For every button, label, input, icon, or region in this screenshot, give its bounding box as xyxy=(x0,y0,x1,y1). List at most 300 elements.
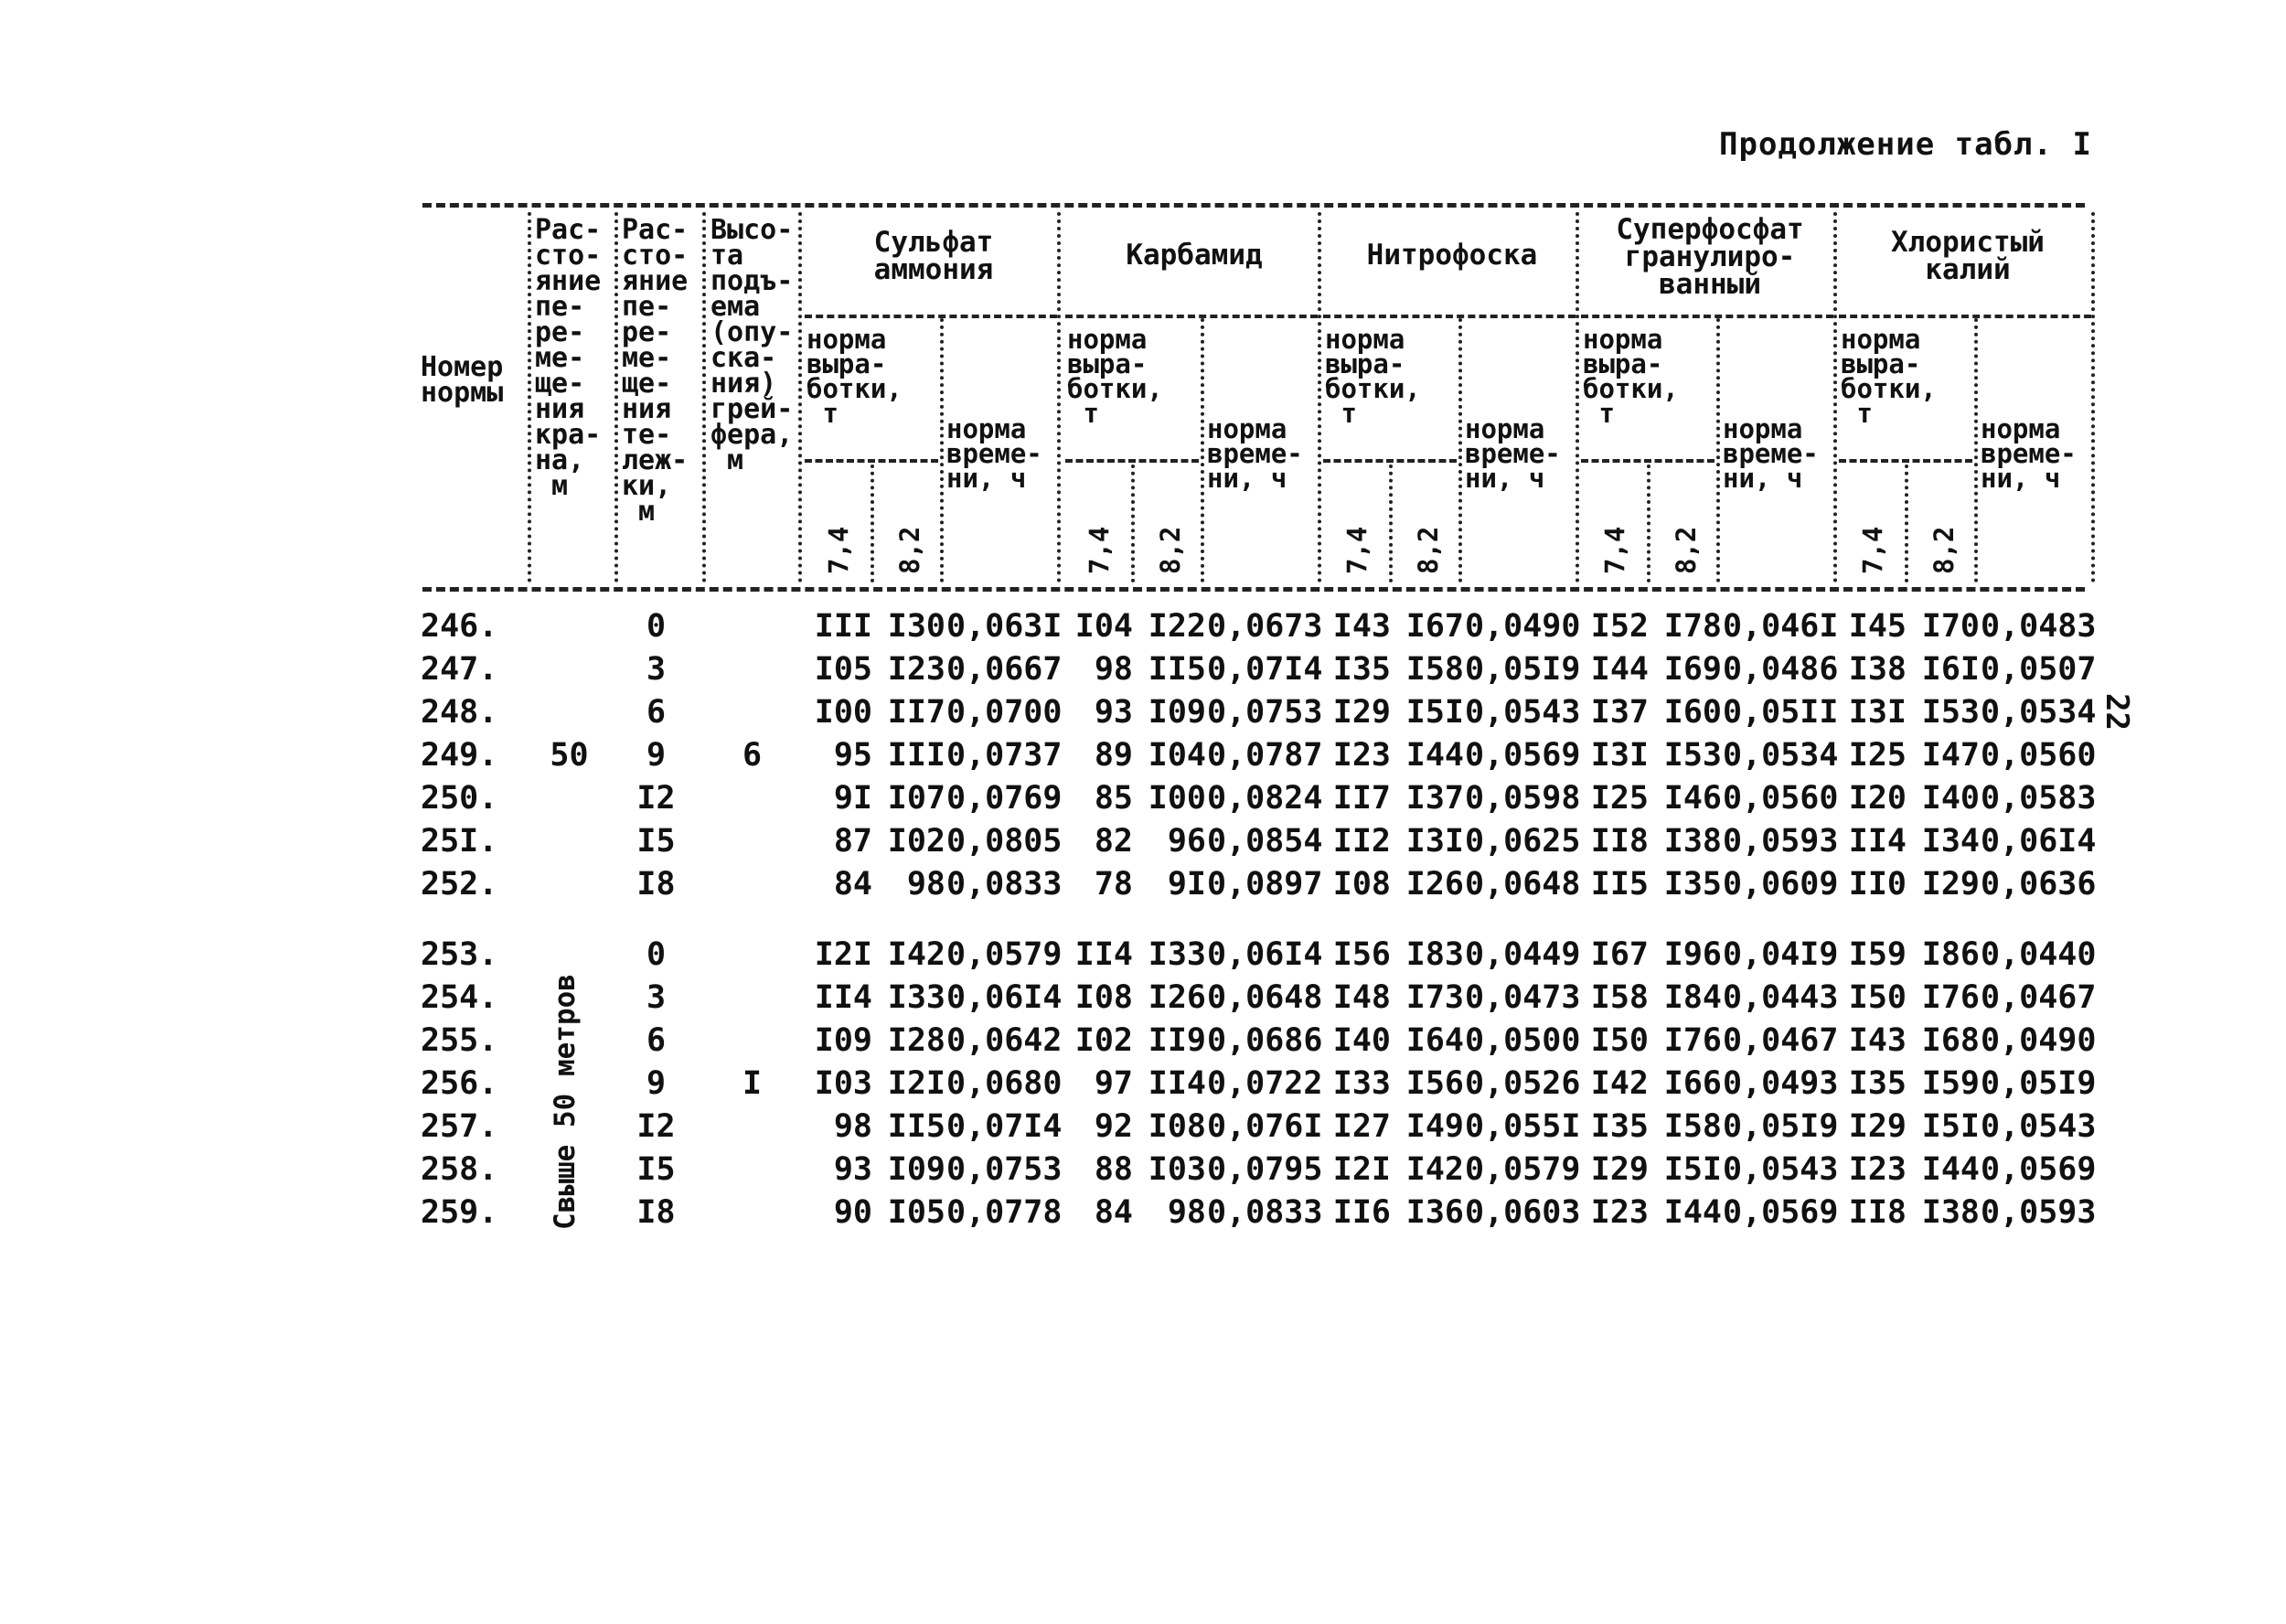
output-norm-value: I46 xyxy=(1663,780,1722,817)
time-norm-value: 0,046I xyxy=(1723,608,1839,645)
time-norm-value: 0,0543 xyxy=(1723,1151,1839,1188)
output-norm-value: II4 xyxy=(1074,936,1133,973)
output-norm-value: I45 xyxy=(1848,608,1907,645)
output-norm-value: I03 xyxy=(1148,1151,1206,1188)
time-norm-value: 0,0593 xyxy=(1981,1194,2097,1231)
separator-line xyxy=(940,318,944,582)
header-bottom-rule xyxy=(422,587,2085,592)
time-norm-value: 0,0440 xyxy=(1981,936,2097,973)
output-norm-value: I02 xyxy=(887,823,945,860)
output-norm-value: II6 xyxy=(1332,1194,1391,1231)
trolley-distance-value: 6 xyxy=(646,1022,667,1059)
trolley-distance-value: I8 xyxy=(636,866,676,903)
separator-line xyxy=(1065,315,1318,318)
group-title: Карбамид xyxy=(1126,239,1263,272)
separator-line xyxy=(614,212,618,582)
output-norm-value: I48 xyxy=(1332,979,1391,1016)
separator-line xyxy=(1057,212,1061,582)
norm-number: 249. xyxy=(421,737,498,774)
time-norm-value: 0,05I9 xyxy=(1465,651,1581,688)
output-norm-value: I33 xyxy=(887,979,945,1016)
page-number: 22 xyxy=(2099,693,2135,731)
time-norm-value: 0,0579 xyxy=(1465,1151,1581,1188)
output-norm-value: I42 xyxy=(1405,1151,1464,1188)
output-norm-value: I09 xyxy=(1148,694,1206,731)
separator-line xyxy=(1647,465,1650,582)
output-norm-value: I00 xyxy=(1148,780,1206,817)
time-norm-value: 0,0486 xyxy=(1723,651,1839,688)
output-norm-value: I23 xyxy=(1590,1194,1649,1231)
table-top-rule xyxy=(422,203,2085,208)
time-norm-value: 0,0598 xyxy=(1465,780,1581,817)
output-norm-value: I25 xyxy=(1590,780,1649,817)
output-norm-value: I23 xyxy=(1332,737,1391,774)
output-norm-value: 98 xyxy=(1094,651,1133,688)
time-norm-value: 0,0667 xyxy=(946,651,1063,688)
header-grab-lift-height: Высо- та подъ- ема (опу- ска- ния) грей- фера, м xyxy=(710,214,794,476)
time-norm-value: 0,0569 xyxy=(1723,1194,1839,1231)
output-norm-value: I67 xyxy=(1405,608,1464,645)
output-norm-value: I28 xyxy=(887,1022,945,1059)
time-norm-value: 0,0737 xyxy=(946,737,1063,774)
time-norm-value: 0,0753 xyxy=(1207,694,1323,731)
output-norm-value: I60 xyxy=(1663,694,1722,731)
separator-line xyxy=(1576,212,1579,582)
norm-number: 253. xyxy=(421,936,498,973)
time-norm-value: 0,076I xyxy=(1207,1108,1323,1145)
sub-column-label: 7,4 xyxy=(823,526,854,574)
output-norm-value: 78 xyxy=(1094,866,1133,903)
separator-line xyxy=(1389,465,1393,582)
output-norm-value: I38 xyxy=(1663,823,1722,860)
output-norm-value: I56 xyxy=(1405,1065,1464,1102)
time-norm-value: 0,0443 xyxy=(1723,979,1839,1016)
time-norm-value: 0,0642 xyxy=(946,1022,1063,1059)
output-norm-value: I52 xyxy=(1590,608,1649,645)
output-norm-value: I3I xyxy=(1405,823,1464,860)
output-norm-value: 82 xyxy=(1094,823,1133,860)
group-title: Хлористый калий xyxy=(1891,226,2045,286)
output-norm-value: 98 xyxy=(1167,1194,1206,1231)
table-continuation-caption: Продолжение табл. I xyxy=(1719,126,2092,163)
time-norm-value: 0,0673 xyxy=(1207,608,1323,645)
norm-number: 258. xyxy=(421,1151,498,1188)
output-norm-value: I44 xyxy=(1663,1194,1722,1231)
time-norm-value: 0,063I xyxy=(946,608,1063,645)
time-norm-value: 0,0583 xyxy=(1981,780,2097,817)
time-norm-value: 0,0609 xyxy=(1723,866,1839,903)
output-norm-value: I37 xyxy=(1590,694,1649,731)
time-norm-value: 0,04I9 xyxy=(1723,936,1839,973)
time-norm-value: 0,0722 xyxy=(1207,1065,1323,1102)
time-norm-value: 0,0700 xyxy=(946,694,1063,731)
trolley-distance-value: 9 xyxy=(646,737,667,774)
output-norm-value: I44 xyxy=(1405,737,1464,774)
output-norm-value: I2I xyxy=(814,936,872,973)
output-norm-value: I58 xyxy=(1405,651,1464,688)
separator-line xyxy=(1716,318,1720,582)
separator-line xyxy=(1833,212,1837,582)
time-norm-value: 0,0490 xyxy=(1981,1022,2097,1059)
time-norm-value: 0,0579 xyxy=(946,936,1063,973)
output-norm-value: I05 xyxy=(814,651,872,688)
output-norm-value: I36 xyxy=(1405,1194,1464,1231)
sub-column-label: 7,4 xyxy=(1599,526,1630,574)
norm-number: 256. xyxy=(421,1065,498,1102)
output-norm-value: I67 xyxy=(1590,936,1649,973)
separator-line xyxy=(1905,465,1908,582)
separator-line xyxy=(2091,212,2095,582)
output-norm-value: I33 xyxy=(1148,936,1206,973)
crane-distance-value: 50 xyxy=(550,737,589,774)
separator-line xyxy=(1323,315,1576,318)
output-norm-value: 92 xyxy=(1094,1108,1133,1145)
output-norm-value: II2 xyxy=(1332,823,1391,860)
lift-height-value: I xyxy=(742,1065,763,1102)
output-norm-value: I50 xyxy=(1848,979,1907,1016)
group-title: Нитрофоска xyxy=(1366,239,1538,272)
time-norm-value: 0,0648 xyxy=(1207,979,1323,1016)
output-norm-value: I40 xyxy=(1332,1022,1391,1059)
output-norm-value: 93 xyxy=(1094,694,1133,731)
output-norm-value: II4 xyxy=(1848,823,1907,860)
trolley-distance-value: 0 xyxy=(646,608,667,645)
time-norm-value: 0,05I9 xyxy=(1981,1065,2097,1102)
time-norm-value: 0,0603 xyxy=(1465,1194,1581,1231)
output-norm-value: I04 xyxy=(1148,737,1206,774)
time-norm-value: 0,0805 xyxy=(946,823,1063,860)
output-norm-value: I47 xyxy=(1921,737,1980,774)
norm-number: 250. xyxy=(421,780,498,817)
output-norm-value: 95 xyxy=(833,737,872,774)
output-norm-value: I58 xyxy=(1590,979,1649,1016)
output-norm-value: I08 xyxy=(1148,1108,1206,1145)
time-norm-value: 0,0500 xyxy=(1465,1022,1581,1059)
norm-number: 25I. xyxy=(421,823,498,860)
output-norm-label: норма выра- ботки, т xyxy=(1067,324,1163,429)
output-norm-value: I5I xyxy=(1921,1108,1980,1145)
time-norm-value: 0,0593 xyxy=(1723,823,1839,860)
time-norm-value: 0,055I xyxy=(1465,1108,1581,1145)
sub-column-label: 7,4 xyxy=(1341,526,1373,574)
separator-line xyxy=(1581,315,1833,318)
output-norm-value: III xyxy=(814,608,872,645)
separator-line xyxy=(702,212,706,582)
norm-number: 247. xyxy=(421,651,498,688)
output-norm-value: I03 xyxy=(814,1065,872,1102)
output-norm-value: I83 xyxy=(1405,936,1464,973)
output-norm-value: II5 xyxy=(887,1108,945,1145)
time-norm-value: 0,07I4 xyxy=(1207,651,1323,688)
output-norm-value: I20 xyxy=(1848,780,1907,817)
time-norm-value: 0,0795 xyxy=(1207,1151,1323,1188)
time-norm-value: 0,0526 xyxy=(1465,1065,1581,1102)
separator-line xyxy=(871,465,874,582)
output-norm-value: 89 xyxy=(1094,737,1133,774)
time-norm-value: 0,0467 xyxy=(1723,1022,1839,1059)
time-norm-value: 0,0753 xyxy=(946,1151,1063,1188)
time-norm-value: 0,0483 xyxy=(1981,608,2097,645)
time-norm-value: 0,0769 xyxy=(946,780,1063,817)
time-norm-value: 0,0833 xyxy=(1207,1194,1323,1231)
header-crane-travel-distance: Рас- сто- яние пе- ре- ме- ще- ния кра- на, м xyxy=(535,214,602,502)
trolley-distance-value: I5 xyxy=(636,1151,676,1188)
output-norm-value: 90 xyxy=(833,1194,872,1231)
time-norm-value: 0,0467 xyxy=(1981,979,2097,1016)
sub-column-label: 8,2 xyxy=(1671,526,1702,574)
output-norm-value: 93 xyxy=(833,1151,872,1188)
output-norm-value: I76 xyxy=(1921,979,1980,1016)
time-norm-value: 0,06I4 xyxy=(1981,823,2097,860)
output-norm-value: I29 xyxy=(1590,1151,1649,1188)
trolley-distance-value: I2 xyxy=(636,1108,676,1145)
output-norm-value: I02 xyxy=(1074,1022,1133,1059)
time-norm-value: 0,0560 xyxy=(1723,780,1839,817)
output-norm-value: I35 xyxy=(1332,651,1391,688)
output-norm-value: I22 xyxy=(1148,608,1206,645)
output-norm-value: I25 xyxy=(1848,737,1907,774)
time-norm-label: норма време- ни, ч xyxy=(1207,413,1303,494)
separator-line xyxy=(1065,459,1199,463)
output-norm-value: I34 xyxy=(1921,823,1980,860)
output-norm-label: норма выра- ботки, т xyxy=(1325,324,1421,429)
output-norm-value: III xyxy=(887,737,945,774)
output-norm-value: I96 xyxy=(1663,936,1722,973)
output-norm-value: I49 xyxy=(1405,1108,1464,1145)
output-norm-value: 98 xyxy=(906,866,945,903)
output-norm-value: I69 xyxy=(1663,651,1722,688)
output-norm-value: I66 xyxy=(1663,1065,1722,1102)
sub-column-label: 8,2 xyxy=(1155,526,1186,574)
output-norm-label: норма выра- ботки, т xyxy=(1583,324,1679,429)
output-norm-value: I56 xyxy=(1332,936,1391,973)
time-norm-value: 0,06I4 xyxy=(946,979,1063,1016)
output-norm-value: II7 xyxy=(887,694,945,731)
output-norm-value: 9I xyxy=(1167,866,1206,903)
separator-line xyxy=(805,459,938,463)
output-norm-value: 97 xyxy=(1094,1065,1133,1102)
output-norm-value: I30 xyxy=(887,608,945,645)
lift-height-value: 6 xyxy=(742,737,763,774)
output-norm-value: I40 xyxy=(1921,780,1980,817)
time-norm-value: 0,07I4 xyxy=(946,1108,1063,1145)
output-norm-label: норма выра- ботки, т xyxy=(1841,324,1937,429)
output-norm-value: I44 xyxy=(1921,1151,1980,1188)
trolley-distance-value: 3 xyxy=(646,651,667,688)
output-norm-value: II5 xyxy=(1148,651,1206,688)
time-norm-value: 0,0569 xyxy=(1465,737,1581,774)
output-norm-value: I42 xyxy=(887,936,945,973)
output-norm-value: I84 xyxy=(1663,979,1722,1016)
time-norm-value: 0,0636 xyxy=(1981,866,2097,903)
output-norm-value: I3I xyxy=(1590,737,1649,774)
output-norm-value: I33 xyxy=(1332,1065,1391,1102)
output-norm-value: I27 xyxy=(1332,1108,1391,1145)
output-norm-value: II0 xyxy=(1848,866,1907,903)
time-norm-value: 0,0625 xyxy=(1465,823,1581,860)
time-norm-value: 0,0833 xyxy=(946,866,1063,903)
output-norm-value: I35 xyxy=(1663,866,1722,903)
output-norm-value: I70 xyxy=(1921,608,1980,645)
output-norm-value: I59 xyxy=(1848,936,1907,973)
output-norm-value: 96 xyxy=(1167,823,1206,860)
output-norm-label: норма выра- ботки, т xyxy=(807,324,903,429)
separator-line xyxy=(1458,318,1462,582)
time-norm-value: 0,0490 xyxy=(1465,608,1581,645)
output-norm-value: I5I xyxy=(1405,694,1464,731)
time-norm-value: 0,0449 xyxy=(1465,936,1581,973)
trolley-distance-value: 9 xyxy=(646,1065,667,1102)
output-norm-value: I42 xyxy=(1590,1065,1649,1102)
output-norm-value: I73 xyxy=(1405,979,1464,1016)
output-norm-value: I6I xyxy=(1921,651,1980,688)
output-norm-value: II9 xyxy=(1148,1022,1206,1059)
time-norm-value: 0,0543 xyxy=(1981,1108,2097,1145)
output-norm-value: I50 xyxy=(1590,1022,1649,1059)
norm-number: 257. xyxy=(421,1108,498,1145)
time-norm-value: 0,0686 xyxy=(1207,1022,1323,1059)
time-norm-value: 0,0897 xyxy=(1207,866,1323,903)
output-norm-value: I08 xyxy=(1332,866,1391,903)
output-norm-value: 84 xyxy=(1094,1194,1133,1231)
separator-line xyxy=(1839,315,2091,318)
output-norm-value: I53 xyxy=(1663,737,1722,774)
output-norm-value: I53 xyxy=(1921,694,1980,731)
sub-column-label: 8,2 xyxy=(894,526,925,574)
output-norm-value: II7 xyxy=(1332,780,1391,817)
output-norm-value: I3I xyxy=(1848,694,1907,731)
time-norm-value: 0,0787 xyxy=(1207,737,1323,774)
output-norm-value: 84 xyxy=(833,866,872,903)
time-norm-value: 0,0680 xyxy=(946,1065,1063,1102)
time-norm-value: 0,0543 xyxy=(1465,694,1581,731)
output-norm-value: 87 xyxy=(833,823,872,860)
output-norm-value: II8 xyxy=(1590,823,1649,860)
output-norm-value: I23 xyxy=(887,651,945,688)
header-norm-number: Номер нормы xyxy=(421,351,504,409)
separator-line xyxy=(1131,465,1135,582)
output-norm-value: I05 xyxy=(887,1194,945,1231)
separator-line xyxy=(1201,318,1204,582)
norm-number: 259. xyxy=(421,1194,498,1231)
time-norm-value: 0,0824 xyxy=(1207,780,1323,817)
output-norm-value: I76 xyxy=(1663,1022,1722,1059)
output-norm-value: I23 xyxy=(1848,1151,1907,1188)
trolley-distance-value: 0 xyxy=(646,936,667,973)
time-norm-value: 0,0507 xyxy=(1981,651,2097,688)
output-norm-value: I35 xyxy=(1590,1108,1649,1145)
time-norm-value: 0,0648 xyxy=(1465,866,1581,903)
output-norm-value: II5 xyxy=(1590,866,1649,903)
time-norm-label: норма време- ни, ч xyxy=(946,413,1042,494)
separator-line xyxy=(528,212,531,582)
trolley-distance-value: I5 xyxy=(636,823,676,860)
output-norm-value: I43 xyxy=(1332,608,1391,645)
time-norm-value: 0,05II xyxy=(1723,694,1839,731)
time-norm-value: 0,05I9 xyxy=(1723,1108,1839,1145)
trolley-distance-value: I8 xyxy=(636,1194,676,1231)
output-norm-value: II4 xyxy=(814,979,872,1016)
time-norm-value: 0,0493 xyxy=(1723,1065,1839,1102)
output-norm-value: 88 xyxy=(1094,1151,1133,1188)
norm-number: 255. xyxy=(421,1022,498,1059)
time-norm-label: норма време- ни, ч xyxy=(1723,413,1819,494)
separator-line xyxy=(798,212,802,582)
separator-line xyxy=(1323,459,1457,463)
output-norm-value: I04 xyxy=(1074,608,1133,645)
output-norm-value: I29 xyxy=(1921,866,1980,903)
output-norm-value: I00 xyxy=(814,694,872,731)
separator-line xyxy=(805,315,1057,318)
norm-number: 252. xyxy=(421,866,498,903)
output-norm-value: I5I xyxy=(1663,1151,1722,1188)
norm-number: 248. xyxy=(421,694,498,731)
output-norm-value: I38 xyxy=(1848,651,1907,688)
time-norm-value: 0,0854 xyxy=(1207,823,1323,860)
output-norm-value: I09 xyxy=(814,1022,872,1059)
time-norm-value: 0,0778 xyxy=(946,1194,1063,1231)
output-norm-value: I07 xyxy=(887,780,945,817)
group-title: Сульфат аммония xyxy=(873,226,994,286)
output-norm-value: I59 xyxy=(1921,1065,1980,1102)
separator-line xyxy=(1839,459,1972,463)
time-norm-value: 0,06I4 xyxy=(1207,936,1323,973)
output-norm-value: I26 xyxy=(1405,866,1464,903)
sub-column-label: 7,4 xyxy=(1084,526,1115,574)
time-norm-value: 0,0534 xyxy=(1723,737,1839,774)
output-norm-value: I43 xyxy=(1848,1022,1907,1059)
trolley-distance-value: 6 xyxy=(646,694,667,731)
separator-line xyxy=(1318,212,1321,582)
time-norm-value: 0,0534 xyxy=(1981,694,2097,731)
output-norm-value: I68 xyxy=(1921,1022,1980,1059)
output-norm-value: I64 xyxy=(1405,1022,1464,1059)
output-norm-value: I78 xyxy=(1663,608,1722,645)
time-norm-label: норма време- ни, ч xyxy=(1981,413,2077,494)
sub-column-label: 8,2 xyxy=(1413,526,1444,574)
group-title: Суперфосфат гранулиро- ванный xyxy=(1616,213,1804,301)
output-norm-value: I35 xyxy=(1848,1065,1907,1102)
output-norm-value: I2I xyxy=(1332,1151,1391,1188)
output-norm-value: I29 xyxy=(1332,694,1391,731)
output-norm-value: I86 xyxy=(1921,936,1980,973)
output-norm-value: I09 xyxy=(887,1151,945,1188)
output-norm-value: I44 xyxy=(1590,651,1649,688)
sub-column-label: 7,4 xyxy=(1857,526,1888,574)
output-norm-value: 85 xyxy=(1094,780,1133,817)
output-norm-value: I37 xyxy=(1405,780,1464,817)
output-norm-value: I08 xyxy=(1074,979,1133,1016)
time-norm-value: 0,0473 xyxy=(1465,979,1581,1016)
trolley-distance-value: 3 xyxy=(646,979,667,1016)
output-norm-value: I58 xyxy=(1663,1108,1722,1145)
sub-column-label: 8,2 xyxy=(1928,526,1960,574)
output-norm-value: II8 xyxy=(1848,1194,1907,1231)
separator-line xyxy=(1581,459,1714,463)
output-norm-value: I2I xyxy=(887,1065,945,1102)
norm-number: 246. xyxy=(421,608,498,645)
output-norm-value: I38 xyxy=(1921,1194,1980,1231)
output-norm-value: I29 xyxy=(1848,1108,1907,1145)
time-norm-value: 0,0569 xyxy=(1981,1151,2097,1188)
output-norm-value: II4 xyxy=(1148,1065,1206,1102)
separator-line xyxy=(1974,318,1978,582)
output-norm-value: 9I xyxy=(833,780,872,817)
output-norm-value: I26 xyxy=(1148,979,1206,1016)
time-norm-value: 0,0560 xyxy=(1981,737,2097,774)
header-trolley-travel-distance: Рас- сто- яние пе- ре- ме- ще- ния те- леж- ки, м xyxy=(622,214,689,528)
time-norm-label: норма време- ни, ч xyxy=(1465,413,1561,494)
